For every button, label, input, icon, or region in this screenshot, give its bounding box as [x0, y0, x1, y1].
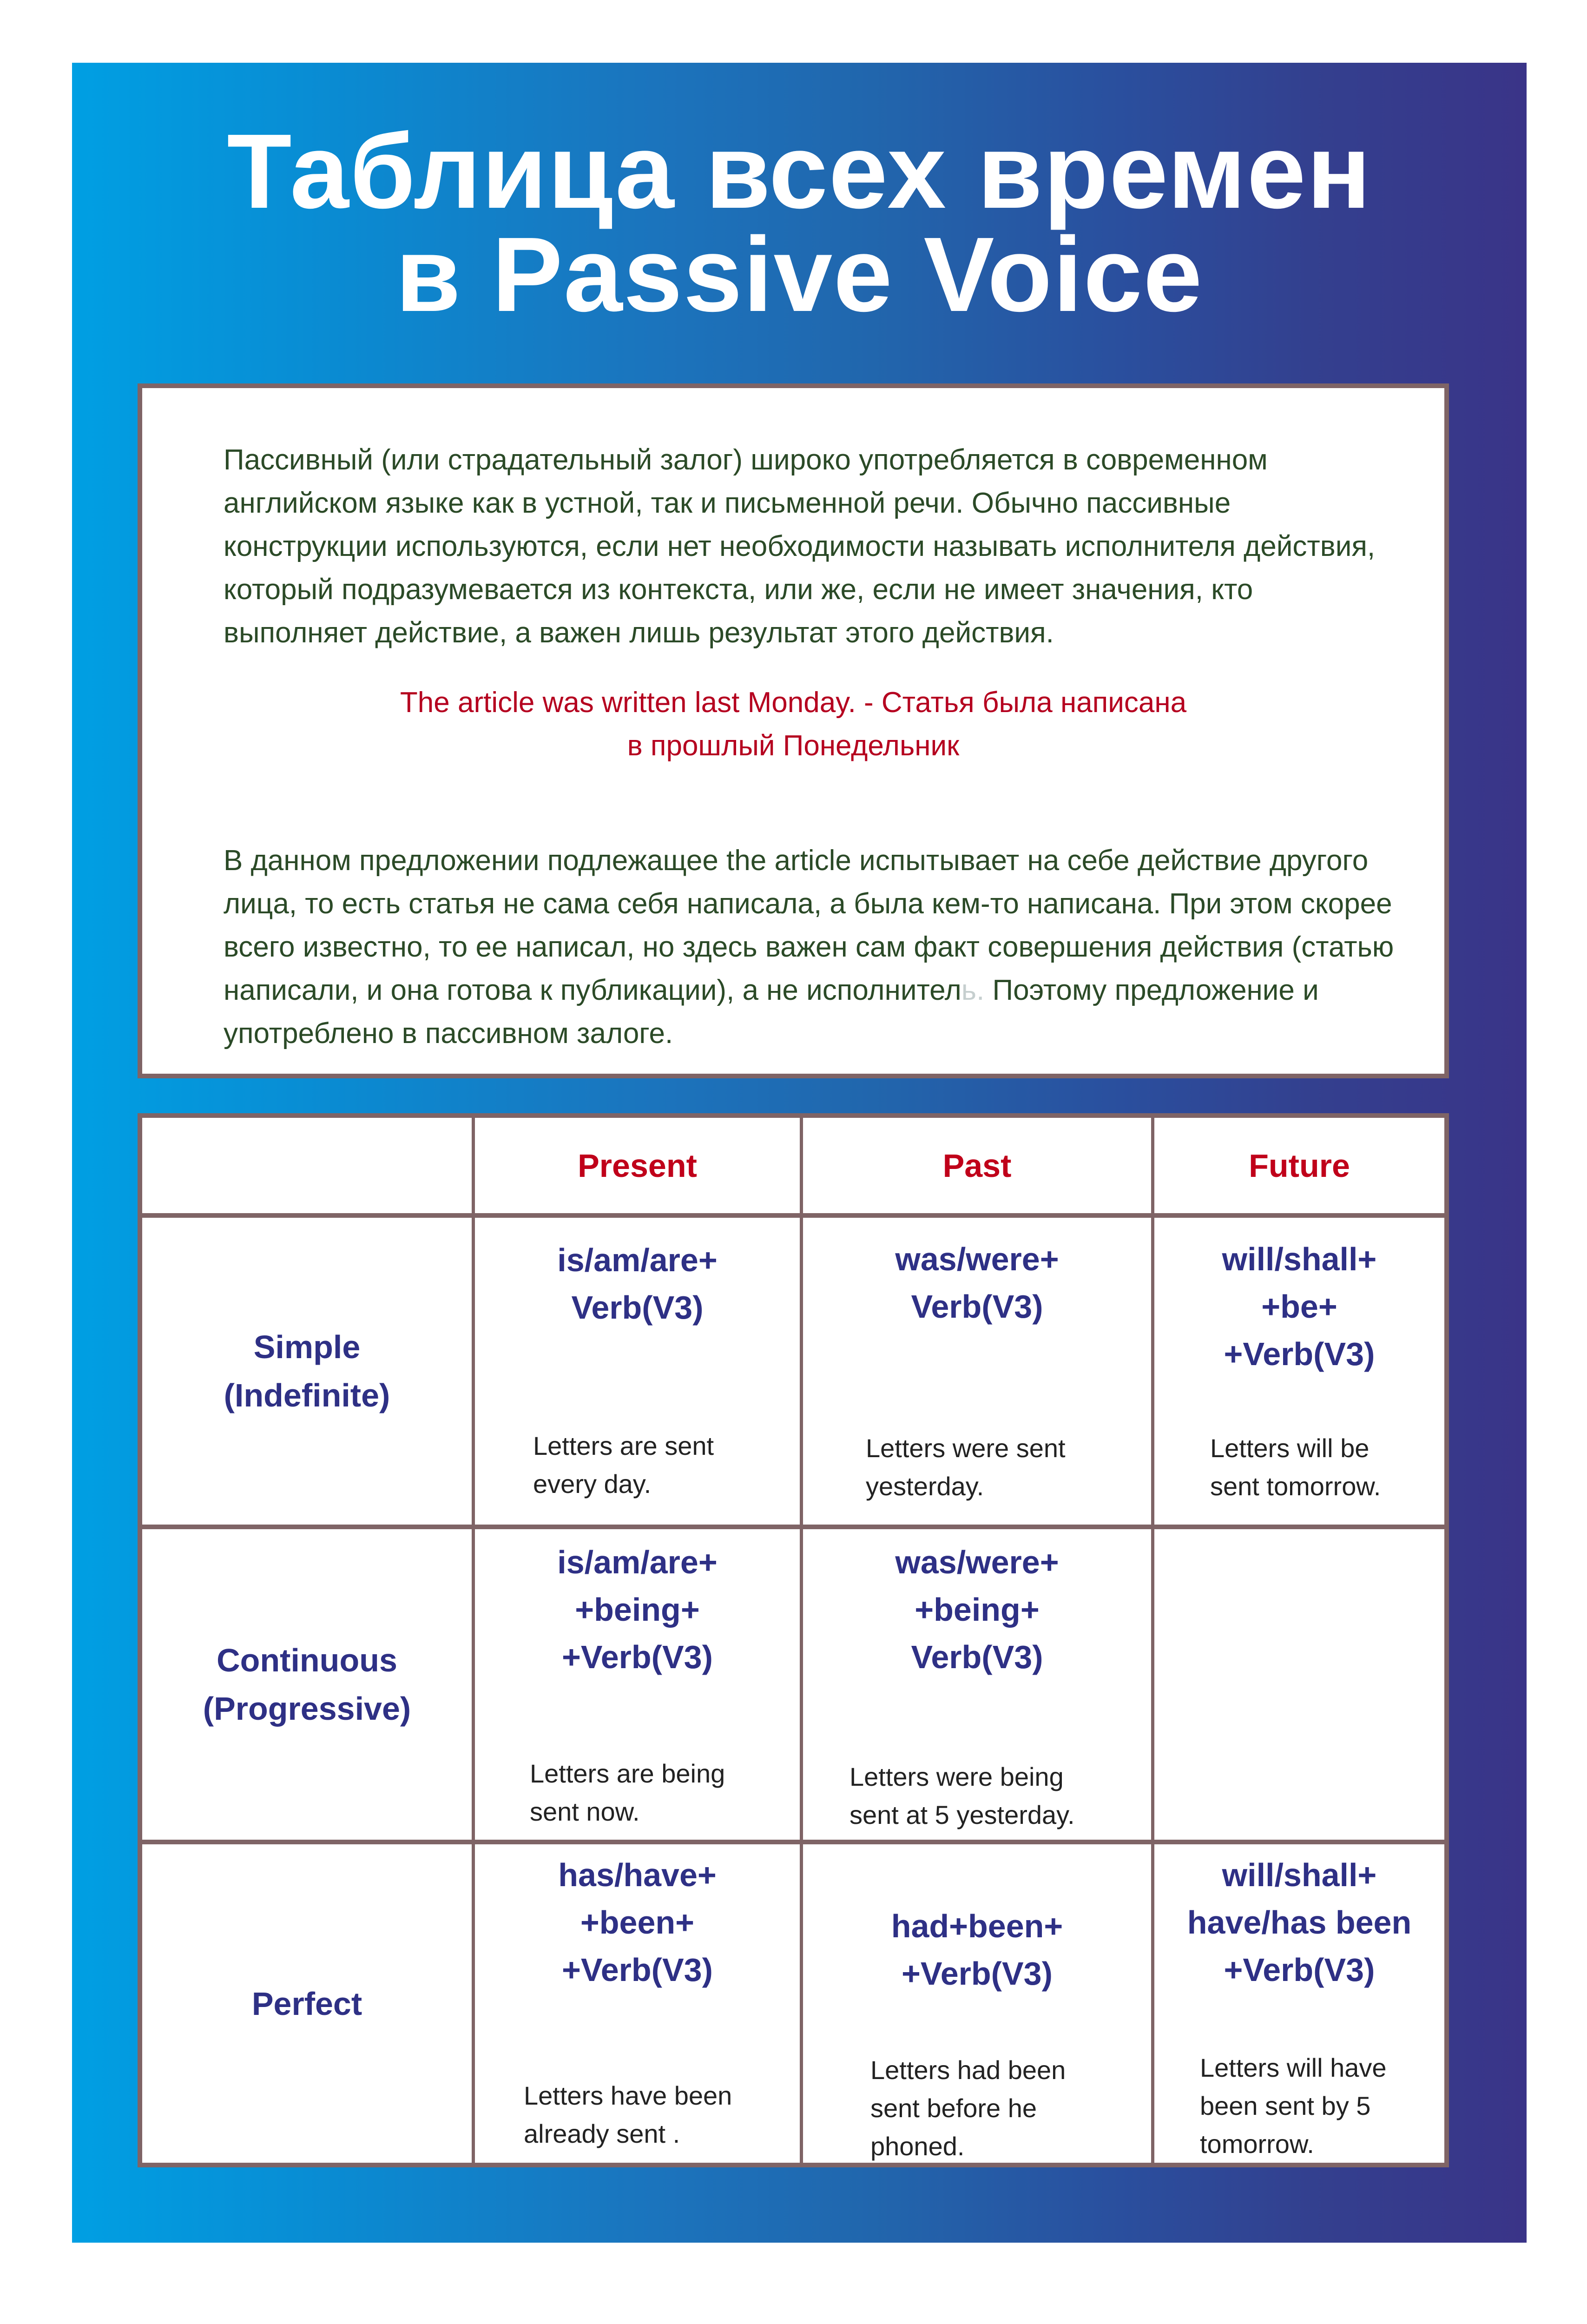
intro-paragraph-2 [224, 839, 1395, 1055]
intro-paragraph-2-faded: ь. [961, 974, 985, 1006]
formula-line: has/have+ [558, 1857, 717, 1893]
formula-line: +being+ [575, 1591, 700, 1628]
example [1200, 2049, 1387, 2163]
intro-paragraph-2-main: В данном предложении подлежащее the article испытывает на себе действие другого лица, то есть статья не сама себя написала, а была кем-то написана. При этом скорее всего известно, то ее написал, но здесь важен сам факт совершения действия (статью написали, и она готова к публикации), а не исполнител [224, 845, 1394, 1006]
cell-simple-present [475, 1218, 800, 1525]
formula-line: +Verb(V3) [562, 1952, 713, 1988]
formula-line: is/am/are+ [557, 1242, 718, 1278]
formula-line: +being+ [915, 1591, 1040, 1628]
example-line: sent tomorrow. [1210, 1472, 1381, 1501]
example-line: Letters had been [870, 2055, 1066, 2085]
row-divider [142, 1840, 1444, 1844]
formula-line: will/shall+ [1222, 1857, 1377, 1893]
example-line: been sent by 5 [1200, 2091, 1371, 2120]
column-divider [800, 1118, 803, 2163]
formula [803, 1538, 1151, 1681]
formula-line: was/were+ [895, 1544, 1059, 1580]
row-label-perfect [142, 1844, 472, 2163]
example [866, 1429, 1066, 1505]
formula-line: +Verb(V3) [1224, 1952, 1375, 1988]
poster-background [72, 63, 1527, 2243]
formula [803, 1235, 1151, 1330]
formula-line: will/shall+ [1222, 1241, 1377, 1277]
formula-line: +Verb(V3) [562, 1639, 713, 1675]
column-header-present: Present [578, 1147, 697, 1184]
example-line: Letters were sent [866, 1433, 1066, 1463]
formula-line: Verb(V3) [571, 1289, 704, 1326]
formula [475, 1236, 800, 1331]
formula [475, 1851, 800, 1994]
formula-line: was/were+ [895, 1241, 1059, 1277]
example-line: Letters were being [849, 1762, 1064, 1791]
column-header-past: Past [942, 1147, 1012, 1184]
cell-perfect-past [803, 1844, 1151, 2163]
example-line: every day. [533, 1469, 652, 1499]
intro-paragraph-2-end: Поэтому предложение и употреблено в пассивном залоге. [224, 974, 1319, 1050]
cell-perfect-present [475, 1844, 800, 2163]
row-label-line: Continuous [217, 1642, 397, 1678]
example-line: Letters have been [524, 2081, 732, 2110]
cell-continuous-past [803, 1529, 1151, 1840]
column-divider [1151, 1118, 1154, 2163]
example-line: sent before he [870, 2093, 1037, 2123]
example-sentence [142, 681, 1444, 767]
row-label-line: (Progressive) [203, 1690, 411, 1727]
example-line: sent now. [530, 1797, 640, 1826]
example-line: Letters will be [1210, 1433, 1370, 1463]
example-line-2: в прошлый Понедельник [627, 730, 960, 762]
row-divider [142, 1525, 1444, 1529]
formula-line: Verb(V3) [911, 1288, 1043, 1325]
row-label-line: (Indefinite) [224, 1377, 390, 1413]
formula [803, 1902, 1151, 1997]
cell-continuous-present [475, 1529, 800, 1840]
example-line: already sent . [524, 2119, 680, 2148]
row-divider [142, 1213, 1444, 1218]
intro-paragraph-1: Пассивный (или страдательный залог) широко употребляется в современном английском языке как в устной, так и письменной речи. Обычно пассивные конструкции используются, если нет необходимости называть исполнителя действия, который подразумевается из контекста, или же, если не имеет значения, кто выполняет действие, а важен лишь результат этого действия. [224, 444, 1376, 649]
title-line-1: Таблица всех времен [227, 112, 1372, 231]
example-line: phoned. [870, 2132, 965, 2161]
formula [475, 1538, 800, 1681]
example [533, 1427, 714, 1503]
cell-simple-past [803, 1218, 1151, 1525]
example-line: yesterday. [866, 1472, 984, 1501]
page-title [72, 63, 1527, 383]
formula-line: Verb(V3) [911, 1639, 1043, 1675]
formula-line: +Verb(V3) [902, 1955, 1053, 1992]
example-line: Letters are being [530, 1759, 725, 1788]
formula-line: had+been+ [891, 1908, 1063, 1944]
row-label-line: Perfect [251, 1985, 362, 2022]
formula-line: is/am/are+ [557, 1544, 718, 1580]
example-line: Letters will have [1200, 2053, 1387, 2082]
example-line: Letters are sent [533, 1431, 714, 1460]
formula-line: +been+ [580, 1904, 695, 1941]
example [849, 1758, 1075, 1834]
example [870, 2051, 1066, 2166]
cell-perfect-future [1154, 1844, 1444, 2163]
tenses-table [138, 1113, 1449, 2167]
intro-box [138, 383, 1449, 1078]
column-header-future: Future [1249, 1147, 1350, 1184]
row-label-continuous [142, 1529, 472, 1840]
title-line-2: в Passive Voice [395, 216, 1203, 334]
formula-line: +be+ [1261, 1288, 1337, 1325]
cell-simple-future [1154, 1218, 1444, 1525]
formula [1154, 1851, 1444, 1994]
row-label-line: Simple [253, 1329, 361, 1365]
formula-line: have/has been [1187, 1904, 1412, 1941]
formula-line: +Verb(V3) [1224, 1336, 1375, 1372]
example-line: tomorrow. [1200, 2129, 1314, 2159]
example [1210, 1429, 1381, 1505]
formula [1154, 1235, 1444, 1378]
example-line: sent at 5 yesterday. [849, 1800, 1075, 1829]
column-divider [472, 1118, 475, 2163]
example [530, 1755, 725, 1831]
row-label-simple [142, 1218, 472, 1525]
example [524, 2077, 732, 2153]
example-line-1: The article was written last Monday. - Статья была написана [400, 687, 1187, 719]
cell-continuous-future-empty [1154, 1529, 1444, 1840]
